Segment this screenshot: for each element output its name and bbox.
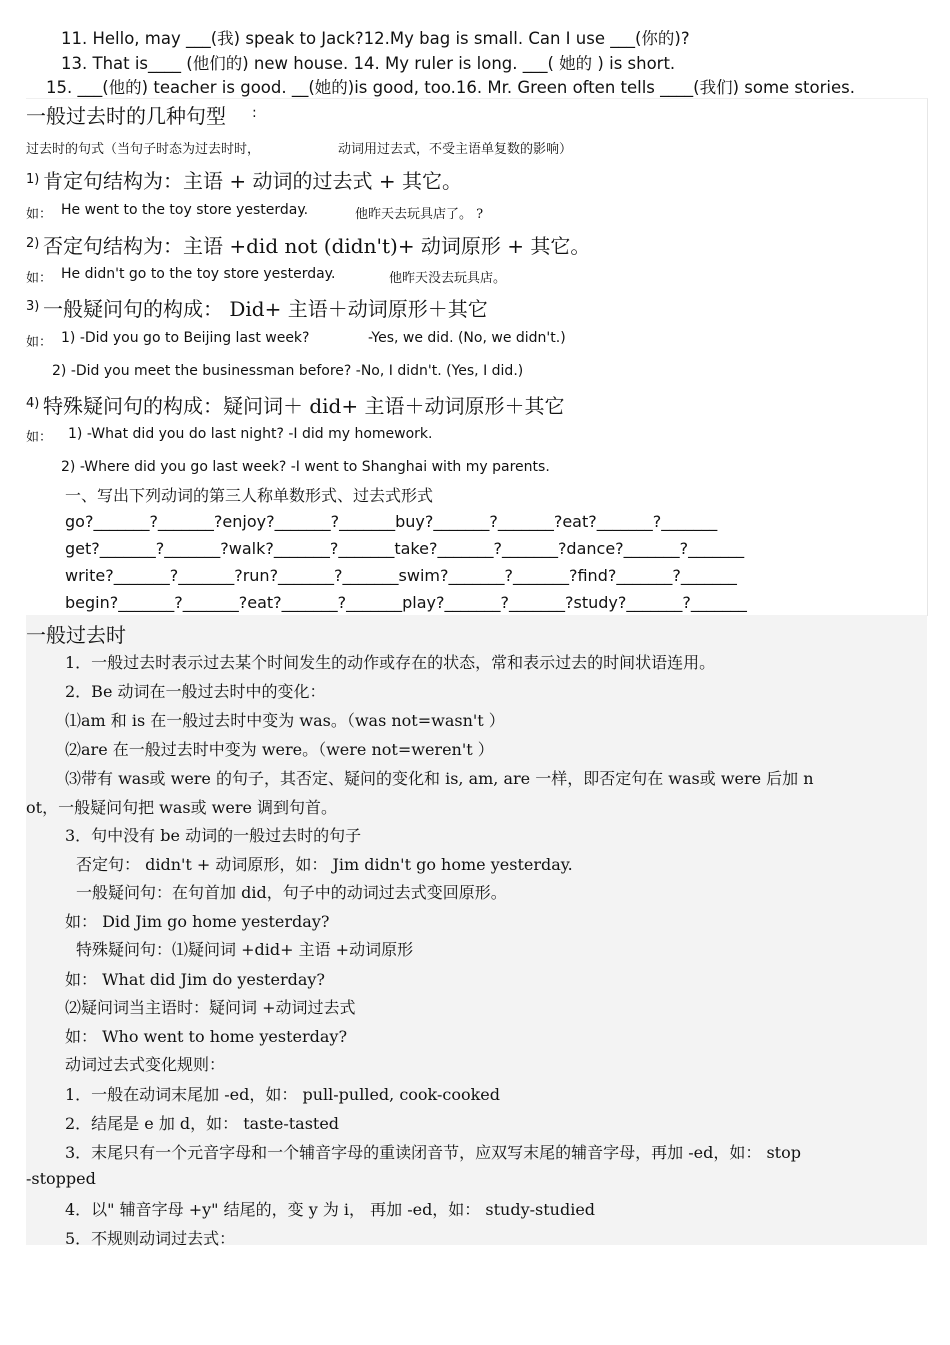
subject-question-form: ⑵疑问词当主语时：疑问词 +动词过去式 [65, 998, 356, 1017]
p1-example-en: He went to the toy store yesterday. [61, 202, 309, 218]
special-question-example: 如： What did Jim do yesterday? [65, 970, 325, 989]
intro-text-a: 过去时的句式（当句子时态为过去时时， [26, 142, 261, 157]
p4-example-1: 1) -What did you do last night? -I did my homework. [68, 426, 433, 442]
special-question-form: 特殊疑问句：⑴疑问词 +did+ 主语 +动词原形 [76, 940, 414, 959]
p2-example-prefix: 如： [26, 271, 53, 286]
p4-example-prefix: 如： [26, 430, 53, 445]
p3-example-2: 2) -Did you meet the businessman before? -No, I didn't. (Yes, I did.) [52, 363, 524, 379]
rule-line-5-cont: ot，一般疑问句把 was或 were 调到句首。 [26, 798, 338, 817]
rule-line-2: 2．Be 动词在一般过去时中的变化： [65, 682, 326, 701]
p2-example-zh: 他昨天没去玩具店。 [389, 271, 507, 286]
p3-number: 3) [26, 299, 40, 314]
p1-number: 1) [26, 172, 40, 187]
negative-form: 否定句： didn't + 动词原形，如： Jim didn't go home yesterday. [76, 855, 573, 874]
top-line-2: 13. That is____ (他们的) new house. 14. My ruler is long. ___( 她的 ) is short. [61, 54, 676, 73]
rule-line-5: ⑶带有 was或 were 的句子，其否定、疑问的变化和 is, am, are 一样，即否定句在 was或 were 后加 n [65, 769, 814, 788]
p3-example-1-question: 1) -Did you go to Beijing last week? [61, 330, 310, 346]
p1-example-zh: 他昨天去玩具店了。 ? [355, 207, 484, 222]
general-question-example: 如： Did Jim go home yesterday? [65, 912, 330, 931]
p4-structure: 特殊疑问句的构成：疑问词＋ did+ 主语＋动词原形＋其它 [43, 394, 565, 418]
subject-question-example: 如： Who went to home yesterday? [65, 1027, 348, 1046]
exercise-row-1: go?_______?_______?enjoy?_______?_______buy?_______?_______?eat?_______?_______ [65, 512, 718, 531]
exercise-row-2: get?_______?_______?walk?_______?_______take?_______?_______?dance?_______?_______ [65, 539, 745, 558]
exercise-title: 一、写出下列动词的第三人称单数形式、过去式形式 [65, 486, 434, 505]
top-line-3: 15. ___(他的) teacher is good. __(她的)is good, too.16. Mr. Green often tells ____(我们) some stories. [46, 78, 855, 97]
p1-structure: 肯定句结构为：主语 + 动词的过去式 + 其它。 [43, 169, 462, 193]
p2-example-en: He didn't go to the toy store yesterday. [61, 266, 336, 282]
section1-title-mark: : [252, 105, 257, 121]
section1-title: 一般过去时的几种句型 [26, 104, 226, 128]
p3-example-1-answer: -Yes, we did. (No, we didn't.) [368, 330, 566, 346]
rule-line-3: ⑴am 和 is 在一般过去时中变为 was。（was not=wasn't ） [65, 711, 505, 730]
p1-example-prefix: 如： [26, 207, 53, 222]
past-form-rule-2: 2．结尾是 e 加 d，如： taste-tasted [65, 1114, 340, 1133]
p3-structure: 一般疑问句的构成： Did+ 主语＋动词原形＋其它 [43, 297, 488, 321]
past-form-rule-3-cont: -stopped [26, 1169, 96, 1188]
p2-structure: 否定句结构为：主语 +did not (didn't)+ 动词原形 + 其它。 [43, 234, 591, 258]
intro-text-b: 动词用过去式，不受主语单复数的影响） [338, 142, 573, 157]
past-form-rule-5: 5．不规则动词过去式： [65, 1229, 236, 1248]
rule-line-1: 1．一般过去时表示过去某个时间发生的动作或存在的状态，常和表示过去的时间状语连用。 [65, 653, 716, 672]
rule-line-4: ⑵are 在一般过去时中变为 were。（were not=weren't ） [65, 740, 494, 759]
p4-example-2: 2) -Where did you go last week? -I went to Shanghai with my parents. [61, 459, 550, 475]
general-question-form: 一般疑问句：在句首加 did，句子中的动词过去式变回原形。 [76, 883, 507, 902]
p3-example-prefix: 如： [26, 335, 53, 350]
p2-number: 2) [26, 236, 40, 251]
rule-line-6: 3．句中没有 be 动词的一般过去时的句子 [65, 826, 362, 845]
past-form-rules-title: 动词过去式变化规则： [65, 1055, 226, 1074]
top-line-1: 11. Hello, may ___(我) speak to Jack?12.My bag is small. Can I use ___(你的)? [61, 29, 690, 48]
past-form-rule-1: 1．一般在动词末尾加 -ed，如： pull-pulled, cook-cooked [65, 1085, 501, 1104]
p4-number: 4) [26, 396, 40, 411]
past-form-rule-3: 3．末尾只有一个元音字母和一个辅音字母的重读闭音节，应双写末尾的辅音字母，再加 -ed，如： stop [65, 1143, 801, 1162]
exercise-row-3: write?_______?_______?run?_______?_______swim?_______?_______?find?_______?_______ [65, 566, 737, 585]
section2-title: 一般过去时 [26, 623, 126, 647]
exercise-row-4: begin?_______?_______?eat?_______?_______play?_______?_______?study?_______?_______ [65, 593, 747, 612]
past-form-rule-4: 4．以" 辅音字母 +y" 结尾的，变 y 为 i， 再加 -ed，如： study-studied [65, 1200, 596, 1219]
